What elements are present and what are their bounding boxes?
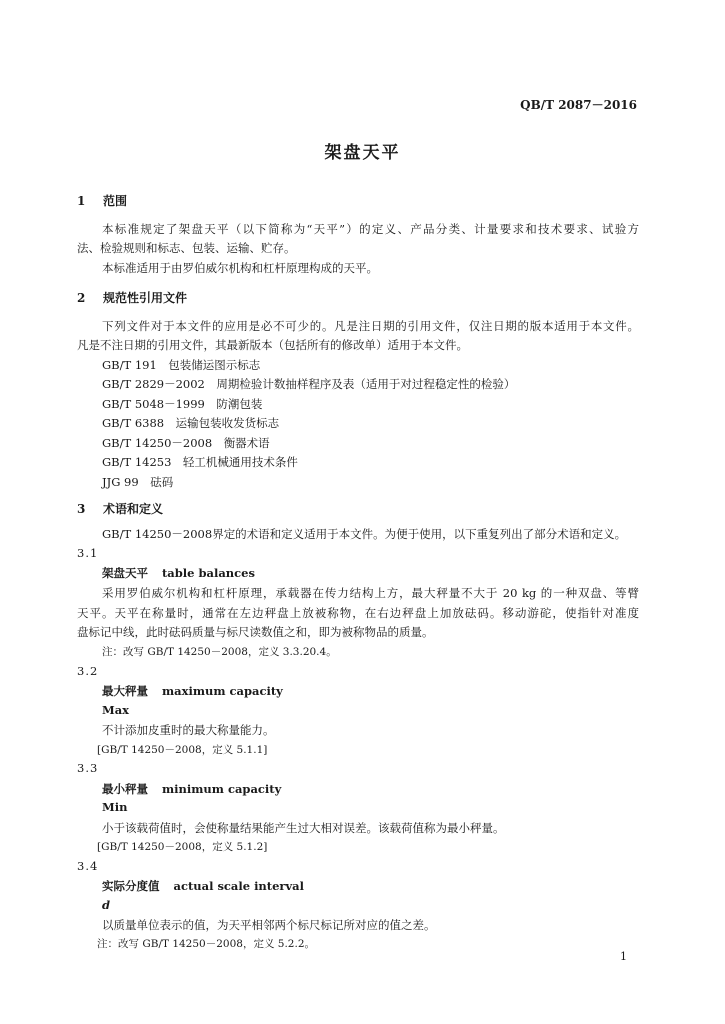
section-number: 3: [77, 502, 86, 516]
term-note: 注：改写 GB/T 14250－2008，定义 5.2.2。: [97, 938, 315, 950]
term-heading: [102, 683, 283, 699]
term-heading: [102, 565, 255, 581]
term-definition-line-2: 天平。天平在称量时，通常在左边秤盘上放被称物，在右边秤盘上加放砝码。移动游砣，使指针对准度: [77, 606, 639, 620]
section-1-heading: [77, 192, 127, 209]
term-chinese: 最大秤量: [102, 684, 148, 698]
clause-number: 3.2: [77, 664, 99, 678]
section-number: 2: [77, 291, 86, 305]
clause-number: 3.4: [77, 859, 99, 873]
term-note: 注：改写 GB/T 14250－2008，定义 3.3.20.4。: [102, 646, 337, 658]
scope-applicability: 本标准适用于由罗伯威尔机构和杠杆原理构成的天平。: [102, 261, 378, 275]
terms-intro: GB/T 14250－2008界定的术语和定义适用于本文件。为便于使用，以下重复列出了部分术语和定义。: [102, 527, 627, 541]
term-definition: 不计添加皮重时的最大称量能力。: [102, 723, 275, 737]
clause-number: 3.3: [77, 761, 99, 775]
scope-paragraph-line-2: 法、检验规则和标志、包装、运输、贮存。: [77, 241, 296, 255]
term-symbol: d: [102, 898, 111, 912]
term-definition-line-1: 采用罗伯威尔机构和杠杆原理，承载器在传力结构上方，最大秤量不大于 20 kg 的一种双盘、等臂: [102, 586, 639, 600]
term-english: actual scale interval: [173, 879, 304, 893]
standard-number: QB/T 2087－2016: [520, 98, 637, 112]
scope-paragraph-line-1: 本标准规定了架盘天平（以下简称为“天平”）的定义、产品分类、计量要求和技术要求、试验方: [102, 222, 639, 236]
reference-item: GB/T 6388 运输包装收发货标志: [102, 416, 280, 430]
term-heading: [102, 878, 304, 894]
term-symbol: Max: [102, 703, 130, 717]
term-english: maximum capacity: [162, 684, 283, 698]
reference-item: JJG 99 砝码: [102, 475, 174, 489]
section-number: 1: [77, 194, 86, 208]
reference-item: GB/T 14253 轻工机械通用技术条件: [102, 455, 298, 469]
term-english: table balances: [162, 566, 255, 580]
reference-item: GB/T 5048－1999 防潮包装: [102, 397, 263, 411]
section-title: 术语和定义: [103, 502, 164, 516]
term-chinese: 最小秤量: [102, 782, 148, 796]
section-title: 规范性引用文件: [103, 291, 188, 305]
term-heading: [102, 781, 281, 797]
section-title: 范围: [103, 194, 128, 208]
page-number: 1: [620, 950, 627, 963]
term-chinese: 实际分度值: [102, 879, 160, 893]
term-chinese: 架盘天平: [102, 566, 148, 580]
reference-item: GB/T 191 包装储运图示标志: [102, 358, 261, 372]
term-definition: 小于该载荷值时，会使称量结果能产生过大相对误差。该载荷值称为最小秤量。: [102, 821, 505, 835]
clause-number: 3.1: [77, 546, 99, 560]
reference-item: GB/T 2829－2002 周期检验计数抽样程序及表（适用于对过程稳定性的检验）: [102, 377, 516, 391]
term-definition-line-3: 盘标记中线，此时砝码质量与标尺读数值之和，即为被称物品的质量。: [77, 625, 434, 639]
term-symbol: Min: [102, 800, 128, 814]
references-intro-line-2: 凡是不注日期的引用文件，其最新版本（包括所有的修改单）适用于本文件。: [77, 338, 468, 352]
term-source: [GB/T 14250－2008，定义 5.1.1]: [97, 744, 268, 756]
section-3-heading: [77, 500, 163, 517]
reference-item: GB/T 14250－2008 衡器术语: [102, 436, 270, 450]
term-definition: 以质量单位表示的值，为天平相邻两个标尺标记所对应的值之差。: [102, 918, 436, 932]
references-intro-line-1: 下列文件对于本文件的应用是必不可少的。凡是注日期的引用文件，仅注日期的版本适用于本文件。: [102, 319, 639, 333]
term-english: minimum capacity: [162, 782, 282, 796]
section-2-heading: [77, 289, 187, 306]
page-title: 架盘天平: [324, 143, 401, 163]
term-source: [GB/T 14250－2008，定义 5.1.2]: [97, 841, 268, 853]
